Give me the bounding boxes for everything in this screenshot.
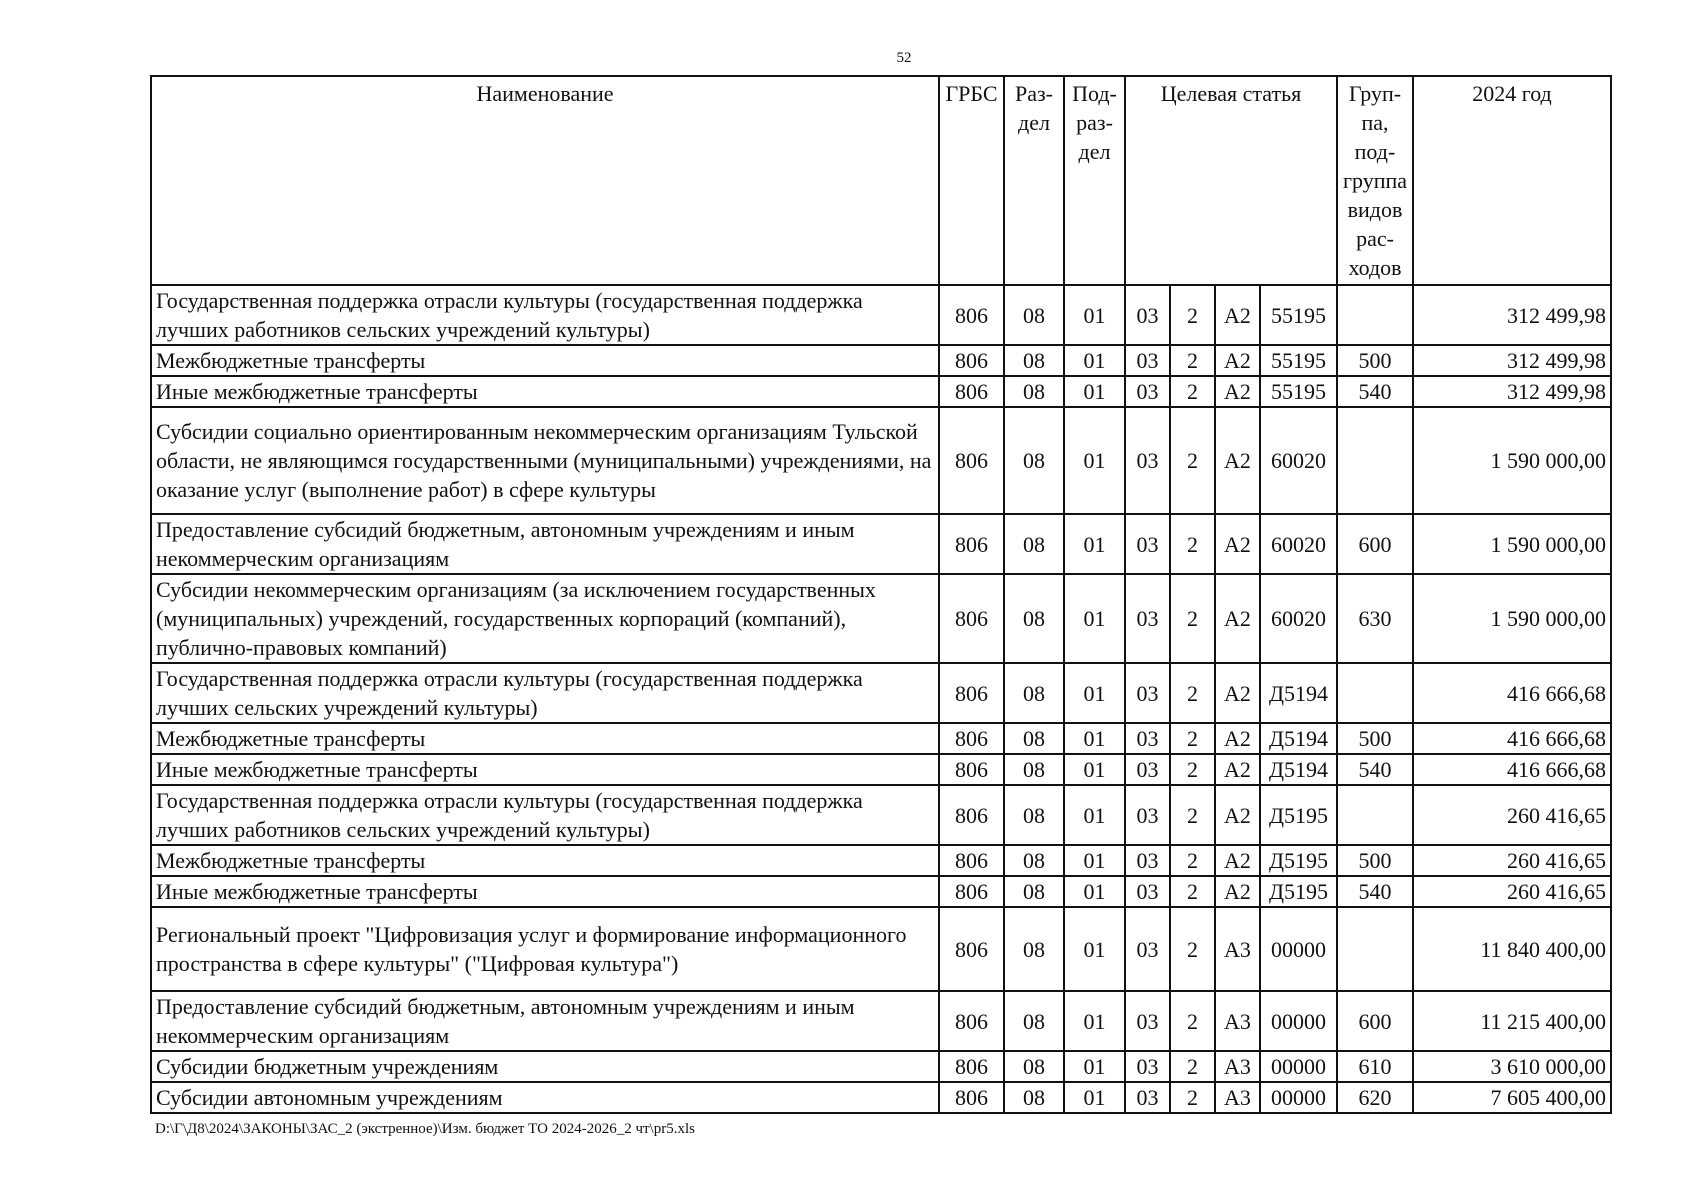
row-expense-group: 600 — [1337, 514, 1413, 574]
table-row — [151, 1051, 1611, 1082]
row-target-type: 2 — [1170, 754, 1215, 785]
row-target-type: 2 — [1170, 1051, 1215, 1082]
row-target-project: А2 — [1215, 754, 1260, 785]
row-target-program: 03 — [1125, 723, 1170, 754]
row-amount: 11 840 400,00 — [1413, 907, 1611, 991]
table-row — [151, 907, 1611, 991]
row-section: 08 — [1004, 907, 1064, 991]
row-section: 08 — [1004, 285, 1064, 345]
row-section: 08 — [1004, 876, 1064, 907]
row-target-type: 2 — [1170, 514, 1215, 574]
row-target-direction: 00000 — [1260, 991, 1337, 1051]
row-amount: 1 590 000,00 — [1413, 574, 1611, 663]
row-expense-group: 540 — [1337, 754, 1413, 785]
row-expense-group: 610 — [1337, 1051, 1413, 1082]
table-row — [151, 663, 1611, 723]
row-grbs: 806 — [939, 407, 1004, 514]
row-target-project: А2 — [1215, 723, 1260, 754]
row-grbs: 806 — [939, 754, 1004, 785]
row-expense-group — [1337, 785, 1413, 845]
row-target-type: 2 — [1170, 723, 1215, 754]
row-section: 08 — [1004, 407, 1064, 514]
row-target-project: А3 — [1215, 1082, 1260, 1113]
row-name: Межбюджетные трансферты — [151, 345, 939, 376]
row-name: Государственная поддержка отрасли культуры (государственная поддержка лучших сельских учреждений культуры) — [151, 663, 939, 723]
row-section: 08 — [1004, 785, 1064, 845]
table-row — [151, 376, 1611, 407]
row-amount: 260 416,65 — [1413, 845, 1611, 876]
row-target-direction: 00000 — [1260, 1051, 1337, 1082]
row-name: Региональный проект "Цифровизация услуг и формирование информационного пространства в сфере культуры" ("Цифровая культура") — [151, 907, 939, 991]
row-amount: 260 416,65 — [1413, 785, 1611, 845]
row-subsection: 01 — [1064, 845, 1125, 876]
row-target-project: А3 — [1215, 1051, 1260, 1082]
row-subsection: 01 — [1064, 407, 1125, 514]
row-section: 08 — [1004, 1051, 1064, 1082]
row-section: 08 — [1004, 723, 1064, 754]
row-target-project: А3 — [1215, 907, 1260, 991]
row-target-type: 2 — [1170, 1082, 1215, 1113]
row-expense-group: 600 — [1337, 991, 1413, 1051]
row-amount: 312 499,98 — [1413, 345, 1611, 376]
row-name: Межбюджетные трансферты — [151, 723, 939, 754]
budget-table — [150, 75, 1612, 1114]
row-subsection: 01 — [1064, 991, 1125, 1051]
table-row — [151, 754, 1611, 785]
row-expense-group: 540 — [1337, 376, 1413, 407]
row-target-type: 2 — [1170, 285, 1215, 345]
row-subsection: 01 — [1064, 345, 1125, 376]
row-amount: 1 590 000,00 — [1413, 407, 1611, 514]
row-target-program: 03 — [1125, 876, 1170, 907]
row-grbs: 806 — [939, 876, 1004, 907]
row-amount: 416 666,68 — [1413, 723, 1611, 754]
table-row — [151, 514, 1611, 574]
row-subsection: 01 — [1064, 574, 1125, 663]
row-target-type: 2 — [1170, 991, 1215, 1051]
row-section: 08 — [1004, 345, 1064, 376]
row-target-type: 2 — [1170, 907, 1215, 991]
row-target-direction: Д5194 — [1260, 723, 1337, 754]
row-target-project: А2 — [1215, 407, 1260, 514]
row-grbs: 806 — [939, 1051, 1004, 1082]
table-row — [151, 285, 1611, 345]
header-target-article: Целевая статья — [1125, 76, 1337, 285]
row-target-project: А2 — [1215, 876, 1260, 907]
row-expense-group: 630 — [1337, 574, 1413, 663]
row-expense-group — [1337, 663, 1413, 723]
row-amount: 312 499,98 — [1413, 376, 1611, 407]
row-grbs: 806 — [939, 663, 1004, 723]
row-target-direction: 60020 — [1260, 407, 1337, 514]
row-target-direction: Д5195 — [1260, 876, 1337, 907]
header-name: Наименование — [151, 76, 939, 285]
row-section: 08 — [1004, 663, 1064, 723]
row-target-program: 03 — [1125, 407, 1170, 514]
row-target-type: 2 — [1170, 876, 1215, 907]
row-expense-group: 500 — [1337, 845, 1413, 876]
table-row — [151, 574, 1611, 663]
row-name: Иные межбюджетные трансферты — [151, 754, 939, 785]
row-amount: 7 605 400,00 — [1413, 1082, 1611, 1113]
row-grbs: 806 — [939, 574, 1004, 663]
row-target-project: А2 — [1215, 376, 1260, 407]
row-subsection: 01 — [1064, 876, 1125, 907]
row-subsection: 01 — [1064, 285, 1125, 345]
row-target-program: 03 — [1125, 1082, 1170, 1113]
row-section: 08 — [1004, 991, 1064, 1051]
page-number: 52 — [896, 50, 912, 66]
row-section: 08 — [1004, 376, 1064, 407]
row-grbs: 806 — [939, 1082, 1004, 1113]
table-row — [151, 785, 1611, 845]
row-name: Межбюджетные трансферты — [151, 845, 939, 876]
row-subsection: 01 — [1064, 514, 1125, 574]
row-expense-group: 540 — [1337, 876, 1413, 907]
row-grbs: 806 — [939, 907, 1004, 991]
row-target-direction: 55195 — [1260, 285, 1337, 345]
row-expense-group — [1337, 407, 1413, 514]
row-name: Государственная поддержка отрасли культуры (государственная поддержка лучших работников сельских учреждений культуры) — [151, 285, 939, 345]
row-amount: 416 666,68 — [1413, 754, 1611, 785]
row-target-program: 03 — [1125, 285, 1170, 345]
file-path-footer: D:\Г\Д8\2024\ЗАКОНЫ\ЗАС_2 (экстренное)\Изм. бюджет ТО 2024-2026_2 чт\pr5.xls — [155, 1121, 695, 1137]
row-grbs: 806 — [939, 376, 1004, 407]
row-target-direction: 55195 — [1260, 345, 1337, 376]
row-target-type: 2 — [1170, 845, 1215, 876]
row-target-type: 2 — [1170, 407, 1215, 514]
table-row — [151, 876, 1611, 907]
row-expense-group: 500 — [1337, 723, 1413, 754]
table-header-row — [151, 76, 1611, 285]
row-target-direction: 55195 — [1260, 376, 1337, 407]
row-grbs: 806 — [939, 345, 1004, 376]
table-row — [151, 845, 1611, 876]
row-target-program: 03 — [1125, 376, 1170, 407]
row-name: Государственная поддержка отрасли культуры (государственная поддержка лучших работников сельских учреждений культуры) — [151, 785, 939, 845]
row-section: 08 — [1004, 754, 1064, 785]
row-name: Предоставление субсидий бюджетным, автономным учреждениям и иным некоммерческим организациям — [151, 991, 939, 1051]
row-target-direction: Д5195 — [1260, 845, 1337, 876]
row-name: Предоставление субсидий бюджетным, автономным учреждениям и иным некоммерческим организациям — [151, 514, 939, 574]
row-target-type: 2 — [1170, 376, 1215, 407]
row-expense-group — [1337, 285, 1413, 345]
row-subsection: 01 — [1064, 663, 1125, 723]
row-target-program: 03 — [1125, 1051, 1170, 1082]
row-target-project: А2 — [1215, 514, 1260, 574]
row-section: 08 — [1004, 574, 1064, 663]
row-expense-group: 500 — [1337, 345, 1413, 376]
row-target-program: 03 — [1125, 845, 1170, 876]
row-name: Субсидии некоммерческим организациям (за исключением государственных (муниципальных) учреждений, государственных корпораций (компаний), публично-правовых компаний) — [151, 574, 939, 663]
row-amount: 260 416,65 — [1413, 876, 1611, 907]
row-name: Субсидии автономным учреждениям — [151, 1082, 939, 1113]
table-row — [151, 407, 1611, 514]
row-grbs: 806 — [939, 785, 1004, 845]
row-expense-group: 620 — [1337, 1082, 1413, 1113]
row-target-project: А2 — [1215, 574, 1260, 663]
row-target-type: 2 — [1170, 785, 1215, 845]
table-row — [151, 723, 1611, 754]
row-amount: 312 499,98 — [1413, 285, 1611, 345]
row-target-direction: Д5194 — [1260, 663, 1337, 723]
row-expense-group — [1337, 907, 1413, 991]
row-target-program: 03 — [1125, 514, 1170, 574]
row-target-program: 03 — [1125, 785, 1170, 845]
table-row — [151, 345, 1611, 376]
row-grbs: 806 — [939, 285, 1004, 345]
header-grbs: ГРБС — [939, 76, 1004, 285]
row-target-direction: 00000 — [1260, 907, 1337, 991]
row-target-program: 03 — [1125, 574, 1170, 663]
row-subsection: 01 — [1064, 754, 1125, 785]
row-grbs: 806 — [939, 514, 1004, 574]
row-target-direction: 60020 — [1260, 574, 1337, 663]
row-target-program: 03 — [1125, 991, 1170, 1051]
row-name: Иные межбюджетные трансферты — [151, 376, 939, 407]
row-name: Субсидии социально ориентированным некоммерческим организациям Тульской области, не являющимся государственными (муниципальными) учреждениями, на оказание услуг (выполнение работ) в сфере культуры — [151, 407, 939, 514]
row-target-direction: Д5194 — [1260, 754, 1337, 785]
row-subsection: 01 — [1064, 907, 1125, 991]
row-section: 08 — [1004, 845, 1064, 876]
row-target-direction: Д5195 — [1260, 785, 1337, 845]
table-row — [151, 1082, 1611, 1113]
row-amount: 3 610 000,00 — [1413, 1051, 1611, 1082]
row-subsection: 01 — [1064, 1051, 1125, 1082]
row-section: 08 — [1004, 1082, 1064, 1113]
row-amount: 416 666,68 — [1413, 663, 1611, 723]
table-body — [151, 285, 1611, 1113]
row-target-project: А2 — [1215, 345, 1260, 376]
row-section: 08 — [1004, 514, 1064, 574]
row-grbs: 806 — [939, 723, 1004, 754]
row-target-program: 03 — [1125, 663, 1170, 723]
row-amount: 1 590 000,00 — [1413, 514, 1611, 574]
row-target-type: 2 — [1170, 663, 1215, 723]
row-target-type: 2 — [1170, 345, 1215, 376]
row-target-program: 03 — [1125, 907, 1170, 991]
row-target-type: 2 — [1170, 574, 1215, 663]
row-name: Иные межбюджетные трансферты — [151, 876, 939, 907]
row-name: Субсидии бюджетным учреждениям — [151, 1051, 939, 1082]
header-section: Раз- дел — [1004, 76, 1064, 285]
row-amount: 11 215 400,00 — [1413, 991, 1611, 1051]
row-target-project: А2 — [1215, 663, 1260, 723]
row-target-program: 03 — [1125, 754, 1170, 785]
row-target-direction: 60020 — [1260, 514, 1337, 574]
row-subsection: 01 — [1064, 1082, 1125, 1113]
row-target-project: А2 — [1215, 785, 1260, 845]
header-year: 2024 год — [1413, 76, 1611, 285]
row-grbs: 806 — [939, 845, 1004, 876]
row-target-project: А2 — [1215, 845, 1260, 876]
row-target-project: А3 — [1215, 991, 1260, 1051]
header-expense-group: Груп- па, под- группа видов рас- ходов — [1337, 76, 1413, 285]
row-target-direction: 00000 — [1260, 1082, 1337, 1113]
row-subsection: 01 — [1064, 785, 1125, 845]
row-target-project: А2 — [1215, 285, 1260, 345]
row-subsection: 01 — [1064, 376, 1125, 407]
row-subsection: 01 — [1064, 723, 1125, 754]
table-row — [151, 991, 1611, 1051]
row-target-program: 03 — [1125, 345, 1170, 376]
header-subsection: Под- раз- дел — [1064, 76, 1125, 285]
row-grbs: 806 — [939, 991, 1004, 1051]
